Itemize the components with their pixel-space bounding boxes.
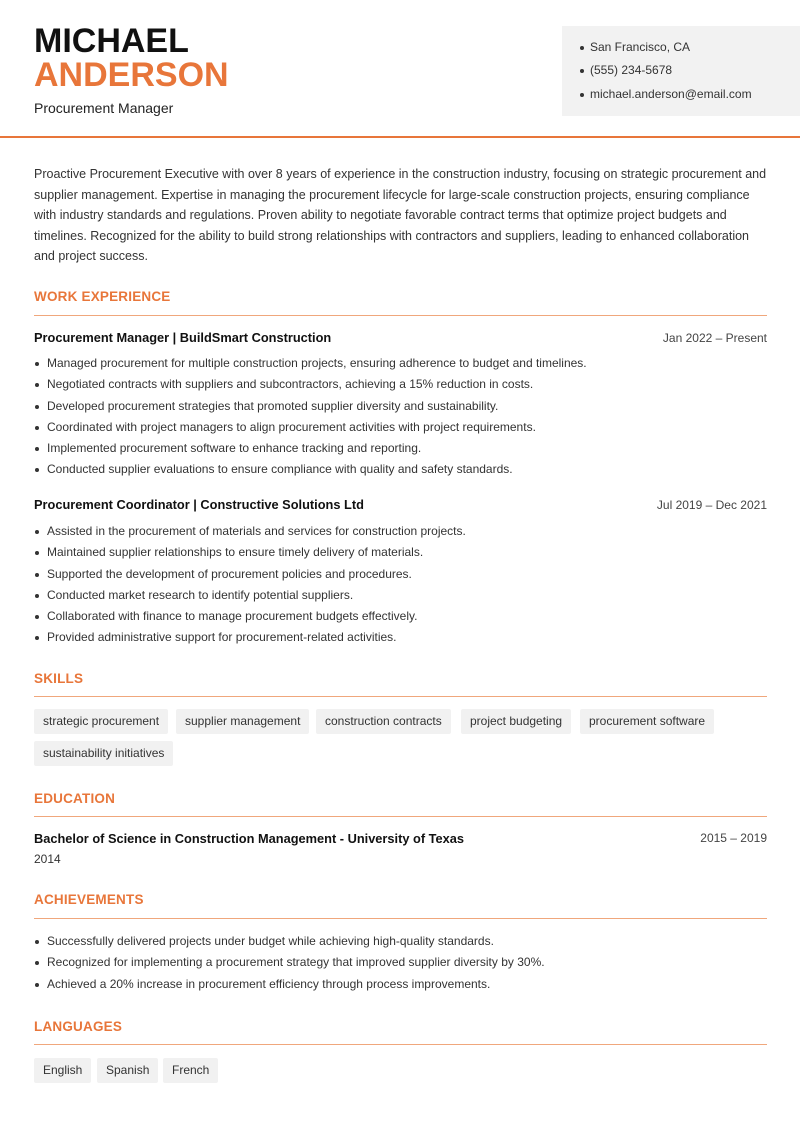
list-item: Supported the development of procurement policies and procedures. xyxy=(34,566,466,587)
contact-location: San Francisco, CA xyxy=(580,40,690,54)
achievements-list xyxy=(34,933,545,997)
contact-box xyxy=(562,26,800,116)
contact-email[interactable]: michael.anderson@email.com xyxy=(580,87,752,101)
bullet-icon xyxy=(580,69,584,73)
list-item: Successfully delivered projects under budget while achieving high-quality standards. xyxy=(34,933,545,954)
skill-tag: strategic procurement xyxy=(34,709,168,734)
skill-tag: construction contracts xyxy=(316,709,451,734)
list-item: Assisted in the procurement of materials and services for construction projects. xyxy=(34,523,466,544)
section-divider xyxy=(34,816,767,817)
job-bullets xyxy=(34,523,466,651)
education-dates: 2015 – 2019 xyxy=(700,831,767,845)
list-item: Maintained supplier relationships to ensure timely delivery of materials. xyxy=(34,544,466,565)
section-title-achievements: ACHIEVEMENTS xyxy=(34,892,144,907)
language-tag: French xyxy=(163,1058,218,1083)
last-name: ANDERSON xyxy=(34,56,229,94)
list-item: Achieved a 20% increase in procurement efficiency through process improvements. xyxy=(34,976,545,997)
list-item: Conducted supplier evaluations to ensure compliance with quality and safety standards. xyxy=(34,461,587,482)
list-item: Conducted market research to identify potential suppliers. xyxy=(34,587,466,608)
resume-header xyxy=(0,0,800,138)
list-item: Negotiated contracts with suppliers and subcontractors, achieving a 15% reduction in costs. xyxy=(34,376,587,397)
education-degree: Bachelor of Science in Construction Management - University of Texas xyxy=(34,831,464,846)
section-title-skills: SKILLS xyxy=(34,671,84,686)
section-title-education: EDUCATION xyxy=(34,791,116,806)
list-item: Recognized for implementing a procurement strategy that improved supplier diversity by 30%. xyxy=(34,954,545,975)
section-title-work-experience: WORK EXPERIENCE xyxy=(34,289,171,304)
language-tag: Spanish xyxy=(97,1058,158,1083)
list-item: Implemented procurement software to enhance tracking and reporting. xyxy=(34,440,587,461)
language-tag: English xyxy=(34,1058,91,1083)
first-name: MICHAEL xyxy=(34,22,189,60)
section-divider xyxy=(34,1044,767,1045)
education-year: 2014 xyxy=(34,852,61,866)
professional-summary: Proactive Procurement Executive with over 8 years of experience in the construction industry, focusing on strategic procurement and supplier management. Expertise in managing the procurement lifecycle for large-scale construction projects, ensuring compliance with industry standards and regulations. Proven ability to negotiate favorable contract terms that optimize project budgets and timelines. Recognized for the ability to build strong relationships with contractors and suppliers, leading to enhanced collaboration and project success. xyxy=(34,167,767,263)
section-title-languages: LANGUAGES xyxy=(34,1019,123,1034)
list-item: Developed procurement strategies that promoted supplier diversity and sustainability. xyxy=(34,398,587,419)
bullet-icon xyxy=(580,46,584,50)
list-item: Collaborated with finance to manage procurement budgets effectively. xyxy=(34,608,466,629)
list-item: Managed procurement for multiple construction projects, ensuring adherence to budget and timelines. xyxy=(34,355,587,376)
skill-tag: project budgeting xyxy=(461,709,571,734)
bullet-icon xyxy=(580,93,584,97)
job-heading: Procurement Coordinator | Constructive Solutions Ltd xyxy=(34,497,364,512)
list-item: Coordinated with project managers to align procurement activities with project requirements. xyxy=(34,419,587,440)
section-divider xyxy=(34,918,767,919)
section-divider xyxy=(34,696,767,697)
job-bullets xyxy=(34,355,587,483)
section-divider xyxy=(34,315,767,316)
skill-tag: procurement software xyxy=(580,709,714,734)
job-dates: Jan 2022 – Present xyxy=(662,331,767,345)
job-title: Procurement Manager xyxy=(34,100,174,116)
job-dates: Jul 2019 – Dec 2021 xyxy=(656,498,767,512)
contact-phone: (555) 234-5678 xyxy=(580,63,672,77)
list-item: Provided administrative support for procurement-related activities. xyxy=(34,629,466,650)
job-heading: Procurement Manager | BuildSmart Construction xyxy=(34,330,332,345)
skill-tag: sustainability initiatives xyxy=(34,741,173,766)
skill-tag: supplier management xyxy=(176,709,309,734)
